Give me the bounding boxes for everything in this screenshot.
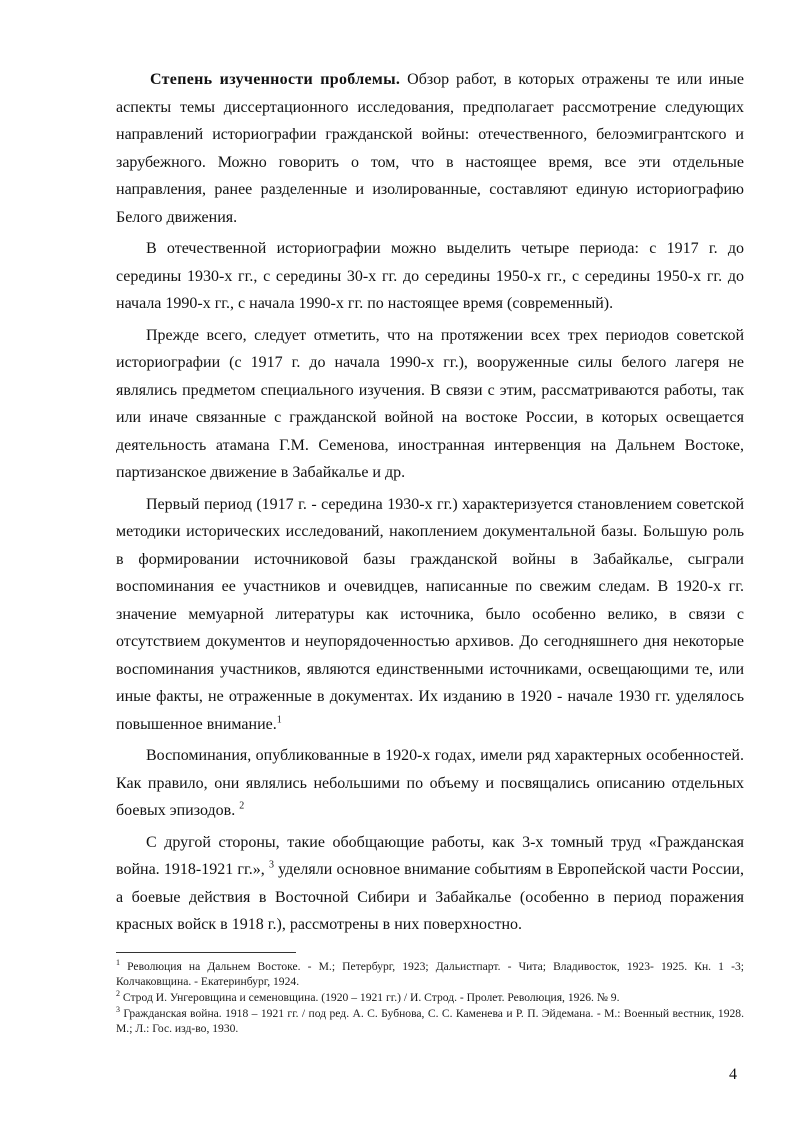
footnote-ref-2[interactable]: 2: [239, 800, 245, 812]
paragraph-4-text: Первый период (1917 г. - середина 1930-х гг.) характеризуется становлением советской методики исторических исследований, накоплением документальной базы. Большую роль в формировании источниковой базы гражданской войны в Забайкалье, сыграли воспоминания ее участников и очевидцев, написанные по свежим следам. В 1920-х гг. значение мемуарной литературы как источника, было особенно велико, в связи с отсутствием документов и неупорядоченностью архивов. До сегодняшнего дня некоторые воспоминания участников, являются единственными источниками, освещающими те, или иные факты, не отраженные в документах. Их изданию в 1920 - начале 1930 гг. уделялось повышенное внимание.: [116, 495, 744, 733]
footnote-2: [116, 990, 744, 1005]
page-number: 4: [729, 1066, 737, 1083]
footnote-3-text: Гражданская война. 1918 – 1921 гг. / под ред. А. С. Бубнова, С. С. Каменева и Р. П. Эйдемана. - М.: Военный вестник, 1928. М.; Л.: Гос. изд-во, 1930.: [116, 1007, 744, 1035]
footnote-1: [116, 959, 744, 989]
paragraph-6-text-after: уделяли основное внимание событиям в Европейской части России, а боевые действия в Восточной Сибири и Забайкалье (особенно в период поражения красных войск в 1918 г.), рассмотрены в них поверхностно.: [116, 861, 744, 933]
paragraph-5-text: Воспоминания, опубликованные в 1920-х годах, имели ряд характерных особенностей. Как правило, они являлись небольшими по объему и посвящались описанию отдельных боевых эпизодов.: [116, 747, 744, 819]
paragraph-4: [116, 491, 744, 739]
footnote-3-number: 3: [116, 1005, 120, 1015]
section-lead: Степень изученности проблемы.: [150, 71, 401, 88]
paragraph-2: [116, 235, 744, 318]
paragraph-3: [116, 322, 744, 487]
paragraph-1-text: Обзор работ, в которых отражены те или иные аспекты темы диссертационного исследования, предполагает рассмотрение следующих направлений историографии гражданской войны: отечественного, белоэмигрантского и зарубежного. Можно говорить о том, что в настоящее время, все эти отдельные направления, ранее разделенные и изолированные, составляют единую историографию Белого движения.: [116, 71, 745, 226]
footnote-1-text: Революция на Дальнем Востоке. - М.; Петербург, 1923; Дальистпарт. - Чита; Владивосток, 1923- 1925. Кн. 1 -3; Колчаковщина. - Екатеринбург, 1924.: [116, 960, 744, 988]
paragraph-6: [116, 829, 744, 939]
footnote-2-text: Строд И. Унгеровщина и семеновщина. (1920 – 1921 гг.) / И. Строд. - Пролет. Революция, 1926. № 9.: [120, 991, 620, 1004]
paragraph-3-text: Прежде всего, следует отметить, что на протяжении всех трех периодов советской историографии (с 1917 г. до начала 1990-х гг.), вооруженные силы белого лагеря не являлись предметом специального изучения. В связи с этим, рассматриваются работы, так или иначе связанные с гражданской войной на востоке России, в которых освещается деятельность атамана Г.М. Семенова, иностранная интервенция на Дальнем Востоке, партизанское движение в Забайкалье и др.: [116, 326, 744, 481]
footnote-ref-1[interactable]: 1: [276, 714, 282, 726]
paragraph-1: [116, 66, 744, 231]
footnote-1-number: 1: [116, 958, 120, 968]
footnote-divider: [116, 952, 296, 953]
paragraph-2-text: В отечественной историографии можно выделить четыре периода: с 1917 г. до середины 1930-х гг., с середины 30-х гг. до середины 1950-х гг., с середины 1950-х гг. до начала 1990-х гг., с начала 1990-х гг. по настоящее время (современный).: [116, 240, 744, 312]
body-text: [116, 66, 744, 943]
paragraph-6-text: С другой стороны, такие обобщающие работы, как 3-х томный труд «Гражданская война. 1918-1921 гг.»,: [116, 833, 744, 878]
footnotes: [116, 952, 744, 1037]
paragraph-5: [116, 742, 744, 825]
footnote-ref-3[interactable]: 3: [268, 859, 274, 871]
footnote-3: [116, 1006, 744, 1036]
footnote-2-number: 2: [116, 989, 120, 999]
